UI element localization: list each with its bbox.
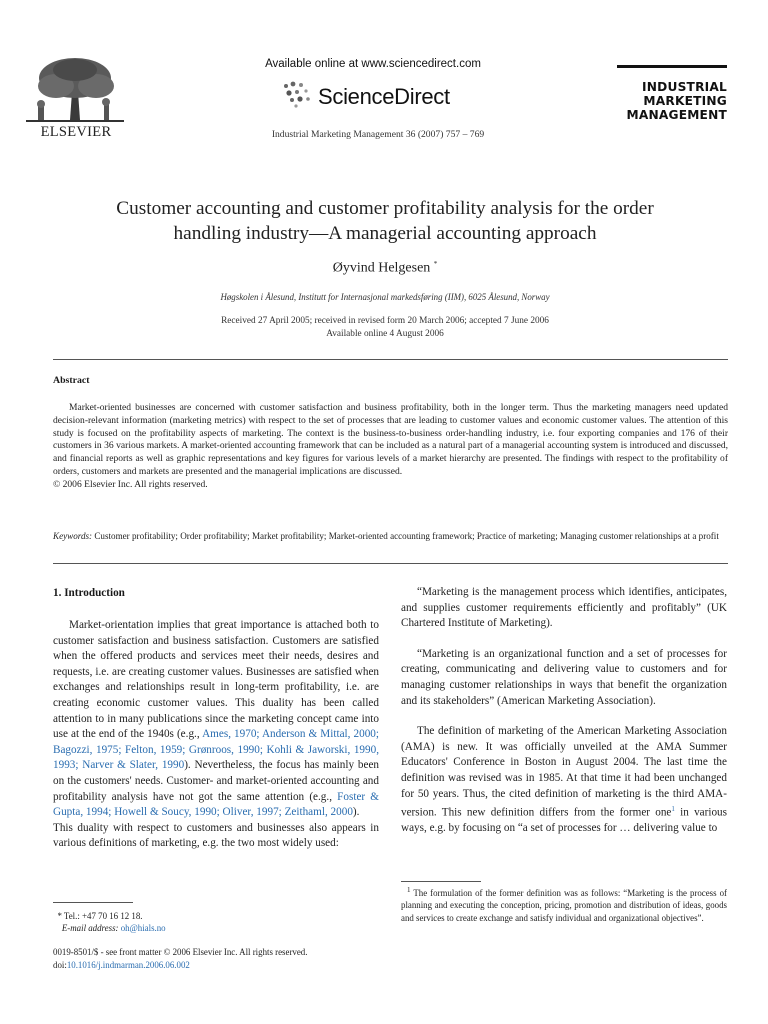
footnote-rule <box>401 881 481 882</box>
doi-link[interactable]: 10.1016/j.indmarman.2006.06.002 <box>66 960 190 970</box>
doi-label: doi: <box>53 960 67 970</box>
quote-ama: “Marketing is an organizational function and a set of processes for creating, communicating and delivering value to customers and for managing customer relationships in ways that benefit the organization and its stakeholders” (American Marketing Association). <box>401 647 727 707</box>
journal-reference: Industrial Marketing Management 36 (2007) 757 – 769 <box>271 129 485 140</box>
keywords-list: Customer profitability; Order profitability; Market profitability; Market-oriented accounting framework; Practice of marketing; Managing customer relationships at a profit <box>92 531 719 541</box>
available-date: Available online 4 August 2006 <box>326 329 444 339</box>
paragraph-text: Market-orientation implies that great importance is attached both to customer satisfaction and business satisfaction. Customers are satisfied when the offered products and services meet their needs, desires and requests, i.e. are creating customer values. Businesses are satisfied when exchanges and relationships result in long-term profitability, i.e. are creating economic customer values. This duality has been called attention to in many publications since the marketing concept came into use at the end of the 1940s (e.g., <box>53 619 379 741</box>
doi-line <box>53 959 383 972</box>
article-title <box>60 197 710 246</box>
keywords-label: Keywords: <box>53 531 93 541</box>
author-footnote-mark[interactable]: * <box>433 260 438 268</box>
front-matter <box>53 946 383 972</box>
citation-link[interactable]: Foster & Gupta, 1994; Howell & Soucy, 1990; Oliver, 1997; Zeithaml, 2000 <box>53 790 380 819</box>
keywords <box>53 530 728 543</box>
footnote-1 <box>401 884 727 924</box>
email-link[interactable]: oh@hials.no <box>120 923 166 933</box>
footnote-mark: * <box>57 911 62 921</box>
footnote-rule <box>53 902 133 903</box>
tel-line <box>53 910 379 922</box>
received-dates: Received 27 April 2005; received in revised form 20 March 2006; accepted 7 June 2006 <box>221 316 549 326</box>
issn-line: 0019-8501/$ - see front matter © 2006 Elsevier Inc. All rights reserved. <box>53 947 308 957</box>
citation-link[interactable]: Ames, 1970; Anderson & Mittal, 2000; Bagozzi, 1975; Felton, 1959; Grønroos, 1990; Kohli & Jaworski, 1990, 1993; Narver & Slater, 1990 <box>53 728 379 772</box>
email-label: E-mail address: <box>61 923 119 933</box>
paragraph <box>401 724 727 837</box>
right-column <box>401 585 727 837</box>
telephone: Tel.: +47 70 16 12 18. <box>61 911 143 921</box>
abstract-heading: Abstract <box>53 375 90 386</box>
publisher-name: ELSEVIER <box>40 124 112 140</box>
author-name: Øyvind Helgesen <box>332 260 431 276</box>
left-column <box>53 618 379 852</box>
article-dates <box>60 315 710 341</box>
journal-title-block <box>617 80 727 122</box>
footnote-text: The formulation of the former definition was as follows: “Marketing is the process of planning and executing the conception, pricing, promotion and distribution of ideas, goods and services to create exchange and satisfy individual and organizational objectives”. <box>401 887 727 923</box>
abstract-text: Market-oriented businesses are concerned with customer satisfaction and business profitability, both in the longer term. Thus the marketing managers need updated decision-relevant information (marketing metrics) with respect to the set of processes that are leading to customer values and economic customer values. The attention of this study is focused on the profitability aspects of marketing. The context is the business-to-business order-handling industry, i.e. four exporting companies and 176 of their customers in 36 various markets. A market-oriented accounting framework that can be included as a natural part of a managerial accounting system is introduced and discussed, and financial reports as well as graphic representations and key figures for various levels of a market hierarchy are presented. The findings with respect to the profitability of orders, customers and markets are presented and the managerial implications are discussed. <box>53 402 728 477</box>
paragraph-text: ). Nevertheless, the focus has mainly been on the customers' needs. Customer- and market-oriented accounting and profitability analysis have not got the same attention (e.g., <box>53 759 380 803</box>
journal-title-line: INDUSTRIAL <box>642 80 727 94</box>
article-title-line: handling industry—A managerial accounting approach <box>173 222 597 244</box>
paragraph: This duality with respect to customers and businesses also appears in various definitions of marketing, e.g. the two most widely used: <box>53 821 379 850</box>
section-heading: 1. Introduction <box>53 587 125 599</box>
author-line <box>60 260 710 277</box>
paragraph-text: in various ways, e.g. by focusing on “a set of processes for … delivering value to <box>401 806 728 835</box>
paragraph-text: The definition of marketing of the American Marketing Association (AMA) is new. It was officially unveiled at the AMA Summer Educators' Conference in Boston in August 2004. The last time the definition was revised was in 1985. At that time it had been unchanged for 50 years. Thus, the cited definition of marketing is the third AMA-version. This new definition differs from the former one <box>401 725 727 819</box>
author-footnote <box>53 910 379 934</box>
email-line <box>53 922 379 934</box>
article-title-line: Customer accounting and customer profitability analysis for the order <box>116 198 654 219</box>
journal-title-line: MANAGEMENT <box>626 108 727 122</box>
available-online-text[interactable]: Available online at www.sciencedirect.com <box>265 58 481 70</box>
abstract-copyright: © 2006 Elsevier Inc. All rights reserved. <box>53 478 208 490</box>
affiliation: Høgskolen i Ålesund, Institutt for Internasjonal markedsføring (IIM), 6025 Ålesund, Norway <box>220 292 550 302</box>
footnote-number: 1 <box>407 886 411 894</box>
journal-title-rule-top <box>617 65 727 68</box>
divider <box>53 563 728 564</box>
abstract-body <box>53 402 728 492</box>
paragraph <box>53 618 379 821</box>
footnote-ref-link[interactable]: 1 <box>671 805 675 814</box>
sciencedirect-wordmark: ScienceDirect <box>318 84 450 109</box>
journal-title-line: MARKETING <box>643 94 727 108</box>
quote-ucim: “Marketing is the management process which identifies, anticipates, and supplies customer requirements efficiently and profitably” (UK Chartered Institute of Marketing). <box>401 586 727 630</box>
divider <box>53 359 728 360</box>
paragraph-text: ). <box>352 806 360 819</box>
